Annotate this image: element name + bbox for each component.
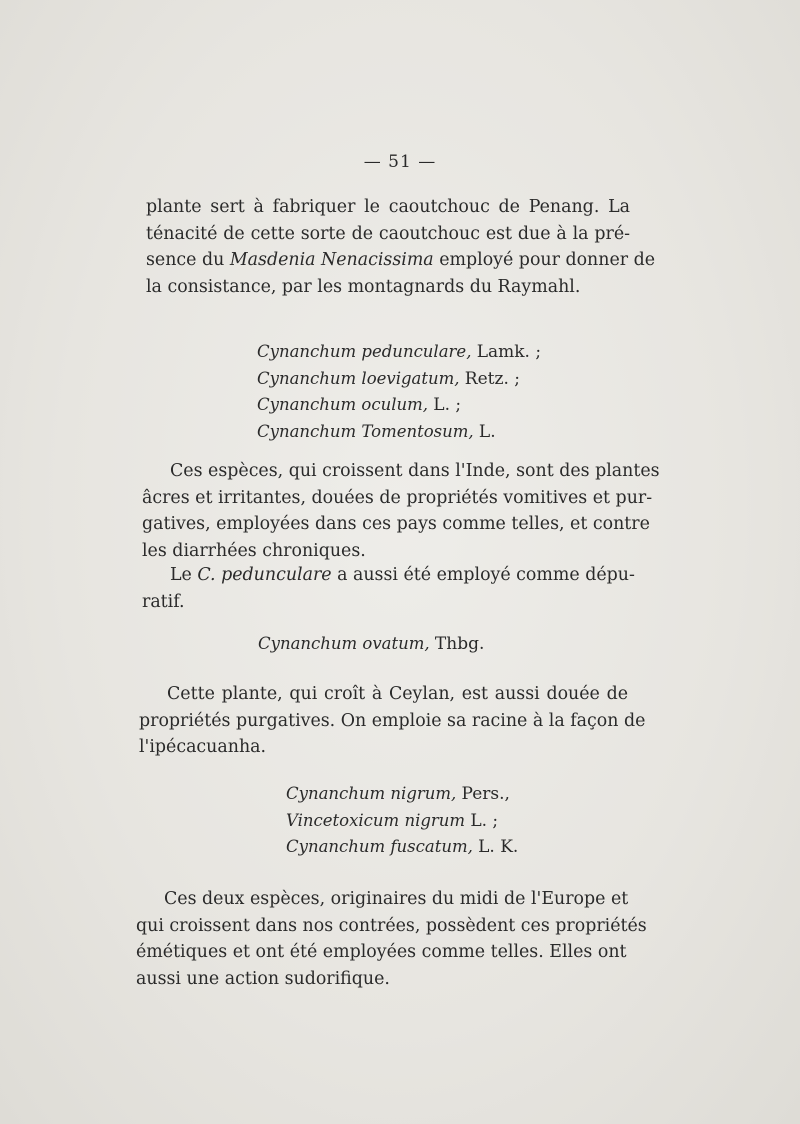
species-author: Pers., (461, 784, 510, 804)
inline-species-name: Masdenia Nenacissima (229, 250, 434, 270)
page-number: — 51 — (363, 152, 437, 172)
paragraph-line: aussi une action sudorifique. (136, 968, 390, 989)
species-author: Retz. ; (464, 368, 520, 389)
species-author: L. (478, 421, 496, 442)
species-name: Cynanchum loevigatum, (257, 368, 460, 388)
species-entry (257, 392, 541, 419)
paragraph-line: qui croissent dans nos contrées, possèdent ces propriétés (136, 915, 647, 936)
species-name: Vincetoxicum nigrum (286, 810, 466, 830)
paragraph-line (146, 247, 656, 274)
paragraph-line: Cette plante, qui croît à Ceylan, est aussi douée de (167, 684, 628, 704)
paragraph-line (142, 562, 635, 589)
paragraph-line: émétiques et ont été employées comme telles. Elles ont (136, 942, 627, 962)
species-entry (258, 631, 484, 658)
paragraph-line: la consistance, par les montagnards du Raymahl. (146, 276, 581, 297)
species-entry (286, 834, 518, 861)
paragraph-line: l'ipécacuanha. (139, 737, 267, 757)
paragraph-line: ratif. (142, 591, 185, 612)
species-entry (257, 366, 541, 393)
paragraph-line: âcres et irritantes, douées de propriétés vomitives et pur- (142, 487, 653, 508)
species-author: L. K. (478, 837, 519, 857)
species-name: Cynanchum ovatum, (258, 634, 430, 653)
species-list-1 (257, 339, 541, 445)
species-name: Cynanchum Tomentosum, (257, 421, 474, 441)
species-name: Cynanchum pedunculare, (257, 342, 472, 361)
paragraph-line: Ces espèces, qui croissent dans l'Inde, sont des plantes (170, 461, 660, 481)
text-segment: Le (170, 565, 198, 585)
paragraph-line: propriétés purgatives. On emploie sa racine à la façon de (139, 710, 646, 731)
species-name: Cynanchum fuscatum, (286, 837, 473, 856)
species-entry (286, 808, 518, 835)
species-list-3 (286, 781, 518, 861)
paragraph-line: les diarrhées chroniques. (142, 540, 366, 561)
text-segment: employé pour donner de (433, 250, 656, 270)
species-name: Cynanchum oculum, (257, 395, 429, 414)
species-list-2 (258, 631, 484, 658)
species-entry (257, 339, 541, 366)
paragraph-5 (136, 886, 647, 992)
paragraph-line: plante sert à fabriquer le caoutchouc de Penang. La (146, 197, 630, 217)
species-author: L. ; (433, 395, 462, 415)
paragraph-1 (146, 194, 656, 300)
paragraph-4 (139, 681, 646, 761)
paragraph-3 (142, 562, 635, 615)
paragraph-line: Ces deux espèces, originaires du midi de l'Europe et (164, 889, 629, 909)
text-segment: sence du (146, 250, 230, 270)
inline-species-name: C. pedunculare (197, 565, 332, 585)
species-author: Thbg. (434, 634, 485, 654)
paragraph-2 (142, 458, 660, 564)
species-entry (257, 419, 541, 446)
paragraph-line: ténacité de cette sorte de caoutchouc est due à la pré- (146, 223, 630, 244)
paragraph-line: gatives, employées dans ces pays comme telles, et contre (142, 514, 650, 534)
species-name: Cynanchum nigrum, (286, 784, 457, 803)
text-segment: a aussi été employé comme dépu- (331, 565, 635, 585)
species-author: Lamk. ; (476, 342, 542, 362)
species-entry (286, 781, 518, 808)
species-author: L. ; (470, 810, 499, 831)
